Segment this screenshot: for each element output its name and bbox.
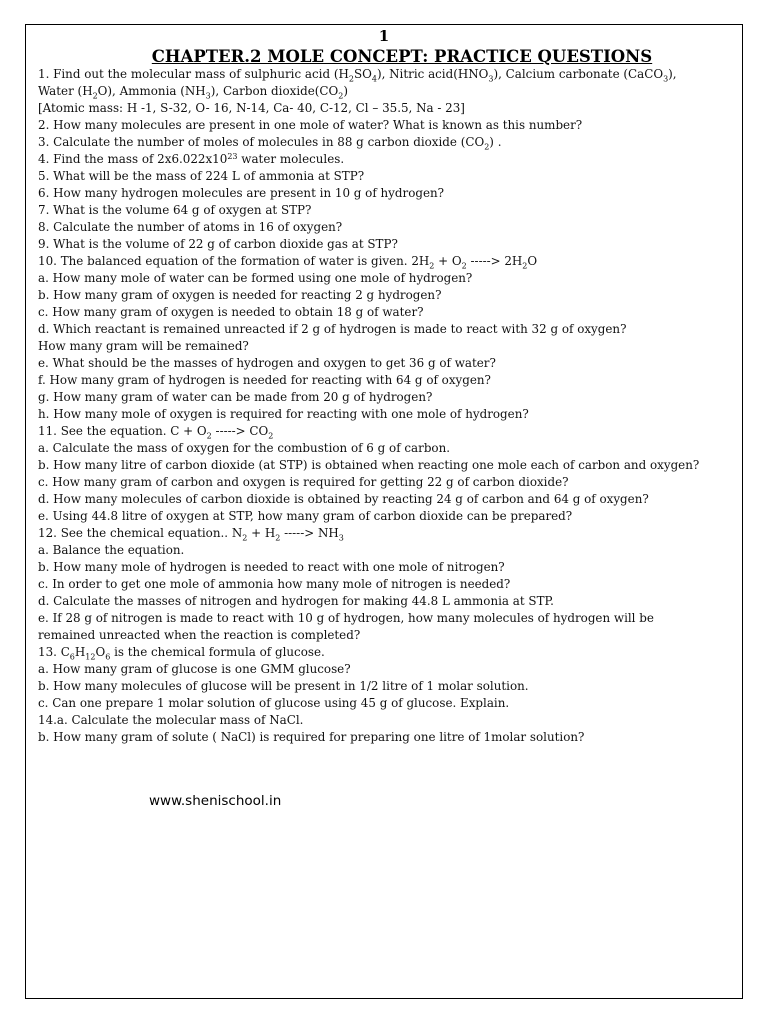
question-line: 5. What will be the mass of 224 L of ammonia at STP? [38,169,365,183]
footer-website-link[interactable]: www.shenischool.in [149,793,282,809]
question-line: b. How many gram of solute ( NaCl) is required for preparing one litre of 1molar solution? [38,730,585,744]
question-line: Water $(H_2O)$, Ammonia $(NH_3)$, Carbon $dioxide(CO_2)$ [38,84,348,101]
question-line: d. How many molecules of carbon dioxide is obtained by reacting 24 g of carbon and 64 g of oxygen? [38,492,649,506]
question-line: remained unreacted when the reaction is completed? [38,628,361,642]
question-line: c. Can one prepare 1 molar solution of glucose using 45 g of glucose. Explain. [38,696,510,710]
question-line: 4. Find the mass of $2x6.022x10^{23}$ water molecules. [38,152,345,166]
question-line: 1. Find out the molecular mass of sulphuric acid $(H_2SO_4)$, Nitric $acid(HNO_3)$, Calcium carbonate (CaCO$_3$), [38,67,677,84]
question-line: c. How many gram of carbon and oxygen is required for getting 22 g of carbon dioxide? [38,475,569,489]
question-list [38,66,740,746]
question-line: 13. $C_6H_{12}O_6$ is the chemical formula of glucose. [38,645,325,662]
question-line: b. How many molecules of glucose will be present in 1/2 litre of 1 molar solution. [38,679,529,693]
question-line: 7. What is the volume 64 g of oxygen at STP? [38,203,312,217]
question-line: c. In order to get one mole of ammonia how many mole of nitrogen is needed? [38,577,511,591]
question-line: 8. Calculate the number of atoms in 16 of oxygen? [38,220,343,234]
chapter-title: CHAPTER.2 MOLE CONCEPT: PRACTICE QUESTIONS [151,47,653,66]
question-line: b. How many mole of hydrogen is needed to react with one mole of nitrogen? [38,560,505,574]
question-line: [Atomic mass: H -1, S-32, O- 16, N-14, Ca- 40, C-12, Cl – 35.5, Na - 23] [38,101,465,115]
question-line: h. How many mole of oxygen is required for reacting with one mole of hydrogen? [38,407,529,421]
question-line: 9. What is the volume of 22 g of carbon dioxide gas at STP? [38,237,398,251]
question-line: d. Calculate the masses of nitrogen and hydrogen for making 44.8 L ammonia at STP. [38,594,554,608]
question-line: b. How many litre of carbon dioxide (at STP) is obtained when reacting one mole each of carbon and oxygen? [38,458,700,472]
question-line: d. Which reactant is remained unreacted if 2 g of hydrogen is made to react with 32 g of oxygen? [38,322,627,336]
question-line: a. How many mole of water can be formed using one mole of hydrogen? [38,271,473,285]
question-line: 12. See the chemical equation.. $N_2 + H_2$ -----> $NH_3$ [38,526,344,543]
question-line: How many gram will be remained? [38,339,249,353]
question-line: a. Balance the equation. [38,543,185,557]
question-line: 10. The balanced equation of the formation of water is given. $2H_2 + O_2$ -----> $2H_2O$ [38,254,538,271]
question-line: e. If 28 g of nitrogen is made to react with 10 g of hydrogen, how many molecules of hydrogen will be [38,611,654,625]
question-line: a. How many gram of glucose is one GMM glucose? [38,662,351,676]
question-line: c. How many gram of oxygen is needed to obtain 18 g of water? [38,305,424,319]
question-line: 3. Calculate the number of moles of molecules in 88 g carbon dioxide $(CO_2)$ . [38,135,502,152]
question-line: e. Using 44.8 litre of oxygen at STP, how many gram of carbon dioxide can be prepared? [38,509,573,523]
question-line: 6. How many hydrogen molecules are present in 10 g of hydrogen? [38,186,445,200]
page-number: 1 [378,27,390,45]
question-line: 14.a. Calculate the molecular mass of NaCl. [38,713,304,727]
question-line: f. How many gram of hydrogen is needed for reacting with 64 g of oxygen? [38,373,491,387]
question-line: b. How many gram of oxygen is needed for reacting 2 g hydrogen? [38,288,442,302]
question-line: a. Calculate the mass of oxygen for the combustion of 6 g of carbon. [38,441,451,455]
question-line: e. What should be the masses of hydrogen and oxygen to get 36 g of water? [38,356,496,370]
question-line: g. How many gram of water can be made from 20 g of hydrogen? [38,390,433,404]
question-line: 11. See the equation. $C + O_2$ -----> $CO_2$ [38,424,274,441]
question-line: 2. How many molecules are present in one mole of water? What is known as this number? [38,118,583,132]
